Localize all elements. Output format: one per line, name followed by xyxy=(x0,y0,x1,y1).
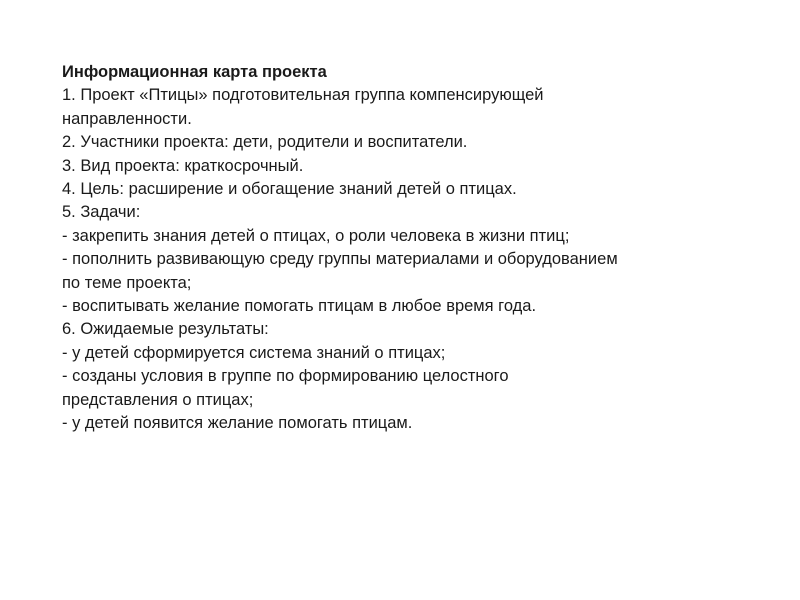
document-title: Информационная карта проекта xyxy=(62,63,327,81)
text-line: - воспитывать желание помогать птицам в любое время года. xyxy=(62,297,537,316)
text-line: - закрепить знания детей о птицах, о роли человека в жизни птиц; xyxy=(62,226,570,245)
text-line: по теме проекта; xyxy=(62,273,192,292)
text-line: 6. Ожидаемые результаты: xyxy=(62,320,269,339)
text-line: - пополнить развивающую среду группы материалами и оборудованием xyxy=(62,250,618,269)
text-line: 4. Цель: расширение и обогащение знаний детей о птицах. xyxy=(62,180,517,199)
text-line: - у детей сформируется система знаний о птицах; xyxy=(62,343,446,362)
text-line: 3. Вид проекта: краткосрочный. xyxy=(62,156,304,175)
text-line: - созданы условия в группе по формированию целостного xyxy=(62,367,509,386)
text-line: 1. Проект «Птицы» подготовительная группа компенсирующей xyxy=(62,86,544,105)
text-line: представления о птицах; xyxy=(62,390,254,409)
document-body xyxy=(62,61,762,436)
text-line: 5. Задачи: xyxy=(62,203,141,222)
text-line: - у детей появится желание помогать птицам. xyxy=(62,414,413,433)
text-line: направленности. xyxy=(62,109,192,128)
text-line: 2. Участники проекта: дети, родители и воспитатели. xyxy=(62,133,468,152)
